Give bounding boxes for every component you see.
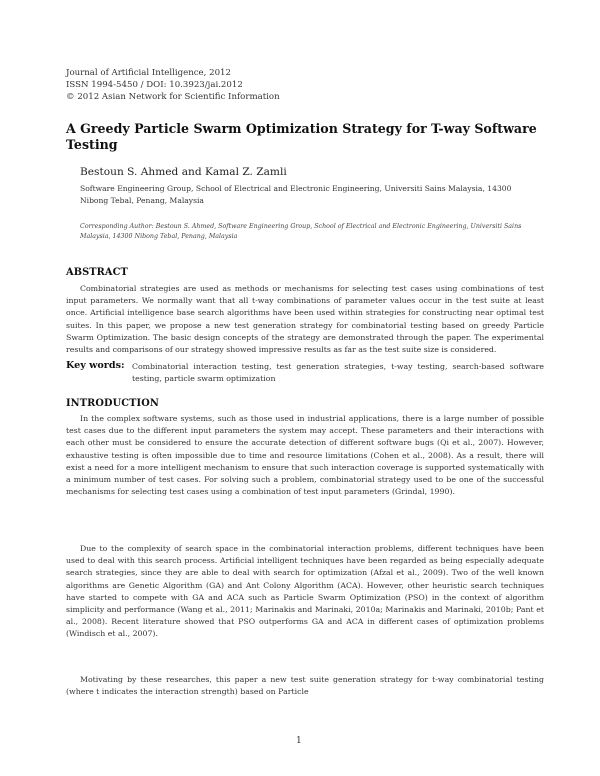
keywords-block: [66, 361, 544, 385]
keywords-text: Combinatorial interaction testing, test generation strategies, t-way testing, search-based software testing, particle swarm optimization: [132, 362, 544, 384]
journal-issn: ISSN 1994-5450 / DOI: 10.3923/jai.2012: [66, 80, 243, 91]
corresponding-author: Corresponding Author: Bestoun S. Ahmed, Software Engineering Group, School of Electrical and Electronic Engineering, Universiti Sains Malaysia, 14300 Nibong Tebal, Penang, Malaysia: [80, 223, 522, 241]
author-affiliation: Software Engineering Group, School of Electrical and Electronic Engineering, Universiti Sains Malaysia, 14300 Nibong Tebal, Penang, Malaysia: [80, 184, 512, 206]
intro-paragraph-2: Due to the complexity of search space in the combinatorial interaction problems, different techniques have been used to deal with this search process. Artificial intelligent techniques have been regarded as being especially adequate search strategies, since they are able to deal with search for optimization (Afzal et al., 2009). Two of the well known algorithms are Genetic Algorithm (GA) and Ant Colony Algorithm (ACA). However, other heuristic search techniques have started to compete with GA and ACA such as Particle Swarm Optimization (PSO) in the context of algorithm simplicity and performance (Wang et al., 2011; Marinakis and Marinaki, 2010a; Marinakis and Marinaki, 2010b; Pant et al., 2008). Recent literature showed that PSO outperforms GA and ACA in different cases of optimization problems (Windisch et al., 2007).: [66, 544, 544, 639]
abstract-text: Combinatorial strategies are used as methods or mechanisms for selecting test cases using combinations of test input parameters. We normally want that all t-way combinations of parameter values occur in the test suite at least once. Artificial intelligence base search algorithms have been used within strategies for constructing near optimal test suites. In this paper, we propose a new test generation strategy for combinatorial testing based on greedy Particle Swarm Optimization. The basic design concepts of the strategy are demonstrated through the paper. The experimental results and comparisons of our strategy showed impressive results as far as the test suite size is considered.: [66, 284, 544, 355]
journal-masthead: [66, 67, 280, 104]
intro-paragraph-3: Motivating by these researches, this paper a new test suite generation strategy for t-way combinatorial testing (where t indicates the interaction strength) based on Particle: [66, 675, 544, 697]
introduction-heading: INTRODUCTION: [66, 398, 159, 409]
abstract-heading: ABSTRACT: [66, 267, 128, 278]
copyright-line: © 2012 Asian Network for Scientific Information: [66, 92, 280, 103]
keywords-label: Key words:: [66, 360, 125, 371]
intro-paragraph-1: In the complex software systems, such as those used in industrial applications, there is a large number of possible test cases due to the different input parameters the system may accept. These parameters and their interactions with each other must be considered to ensure the accurate detection of different software bugs (Qi et al., 2007). However, exhaustive testing is often impossible due to time and resource limitations (Cohen et al., 2008). As a result, there will exist a need for a more intelligent mechanism to ensure that such interaction coverage is supported systematically with a minimum number of test cases. For solving such a problem, combinatorial strategy used to be one of the successful mechanisms for selecting test cases using a combination of test input parameters (Grindal, 1990).: [66, 414, 544, 497]
page-number: 1: [296, 736, 302, 746]
journal-name: Journal of Artificial Intelligence, 2012: [66, 68, 231, 78]
paper-title: A Greedy Particle Swarm Optimization Strategy for T-way Software Testing: [66, 121, 537, 152]
author-names: Bestoun S. Ahmed and Kamal Z. Zamli: [80, 166, 287, 178]
